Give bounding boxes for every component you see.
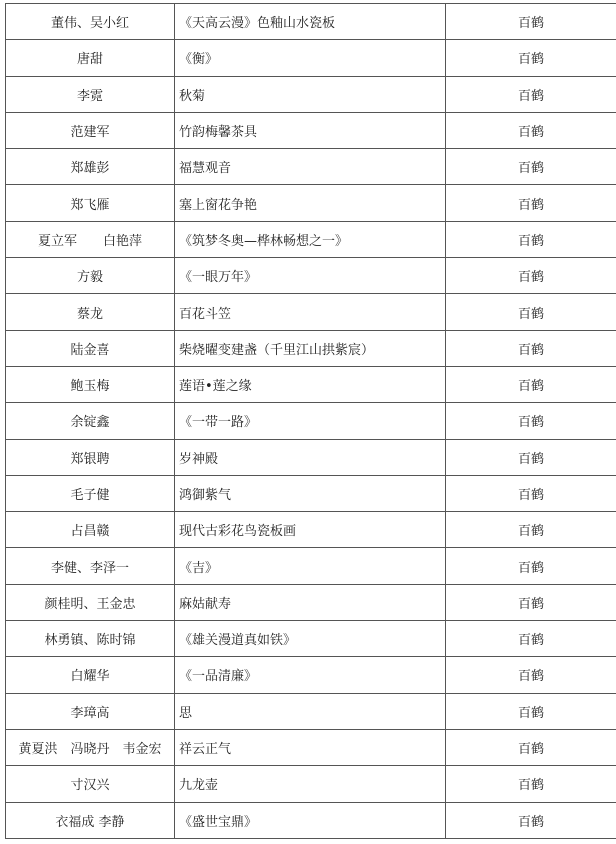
table-row bbox=[6, 584, 616, 620]
work-cell: 思 bbox=[175, 693, 446, 729]
author-cell: 蔡龙 bbox=[6, 294, 175, 330]
work-cell: 柴烧曜变建盏（千里江山拱紫宸） bbox=[175, 330, 446, 366]
award-cell: 百鹤 bbox=[446, 76, 616, 112]
award-cell: 百鹤 bbox=[446, 112, 616, 148]
award-cell: 百鹤 bbox=[446, 584, 616, 620]
author-cell: 鲍玉梅 bbox=[6, 366, 175, 402]
table-row bbox=[6, 512, 616, 548]
award-cell: 百鹤 bbox=[446, 330, 616, 366]
work-cell: 塞上窗花争艳 bbox=[175, 185, 446, 221]
table-row bbox=[6, 802, 616, 838]
table-row bbox=[6, 766, 616, 802]
work-cell: 《一品清廉》 bbox=[175, 657, 446, 693]
work-cell: 《雄关漫道真如铁》 bbox=[175, 621, 446, 657]
award-cell: 百鹤 bbox=[446, 548, 616, 584]
author-cell: 衣福成 李静 bbox=[6, 802, 175, 838]
award-cell: 百鹤 bbox=[446, 439, 616, 475]
work-cell: 秋菊 bbox=[175, 76, 446, 112]
work-cell: 九龙壶 bbox=[175, 766, 446, 802]
award-cell: 百鹤 bbox=[446, 366, 616, 402]
table-row bbox=[6, 112, 616, 148]
work-cell: 莲语•莲之缘 bbox=[175, 366, 446, 402]
table-row bbox=[6, 330, 616, 366]
table-row bbox=[6, 548, 616, 584]
table-row bbox=[6, 621, 616, 657]
award-cell: 百鹤 bbox=[446, 475, 616, 511]
table-row bbox=[6, 149, 616, 185]
author-cell: 郑飞雁 bbox=[6, 185, 175, 221]
author-cell: 方毅 bbox=[6, 258, 175, 294]
work-cell: 《筑梦冬奥—桦林畅想之一》 bbox=[175, 221, 446, 257]
table-row bbox=[6, 439, 616, 475]
work-cell: 《吉》 bbox=[175, 548, 446, 584]
award-cell: 百鹤 bbox=[446, 4, 616, 40]
author-cell: 白耀华 bbox=[6, 657, 175, 693]
award-cell: 百鹤 bbox=[446, 621, 616, 657]
award-cell: 百鹤 bbox=[446, 294, 616, 330]
table-row bbox=[6, 403, 616, 439]
work-cell: 《衡》 bbox=[175, 40, 446, 76]
award-list-table bbox=[5, 3, 616, 839]
author-cell: 占昌赣 bbox=[6, 512, 175, 548]
author-cell: 郑雄彭 bbox=[6, 149, 175, 185]
table-row bbox=[6, 366, 616, 402]
author-cell: 李健、李泽一 bbox=[6, 548, 175, 584]
award-cell: 百鹤 bbox=[446, 149, 616, 185]
table-row bbox=[6, 221, 616, 257]
work-cell: 福慧观音 bbox=[175, 149, 446, 185]
award-cell: 百鹤 bbox=[446, 693, 616, 729]
work-cell: 岁神殿 bbox=[175, 439, 446, 475]
award-cell: 百鹤 bbox=[446, 221, 616, 257]
work-cell: 百花斗笠 bbox=[175, 294, 446, 330]
award-cell: 百鹤 bbox=[446, 512, 616, 548]
award-list-body bbox=[6, 4, 616, 839]
author-cell: 林勇镇、陈时锦 bbox=[6, 621, 175, 657]
author-cell: 黄夏洪 冯晓丹 韦金宏 bbox=[6, 729, 175, 765]
award-cell: 百鹤 bbox=[446, 40, 616, 76]
author-cell: 李霓 bbox=[6, 76, 175, 112]
work-cell: 麻姑献寿 bbox=[175, 584, 446, 620]
table-row bbox=[6, 76, 616, 112]
author-cell: 毛子健 bbox=[6, 475, 175, 511]
table-row bbox=[6, 657, 616, 693]
award-cell: 百鹤 bbox=[446, 766, 616, 802]
table-row bbox=[6, 729, 616, 765]
work-cell: 竹韵梅馨茶具 bbox=[175, 112, 446, 148]
author-cell: 董伟、吴小红 bbox=[6, 4, 175, 40]
work-cell: 鸿御紫气 bbox=[175, 475, 446, 511]
author-cell: 寸汉兴 bbox=[6, 766, 175, 802]
author-cell: 郑银聘 bbox=[6, 439, 175, 475]
author-cell: 余锭鑫 bbox=[6, 403, 175, 439]
table-row bbox=[6, 294, 616, 330]
author-cell: 夏立军 白艳萍 bbox=[6, 221, 175, 257]
author-cell: 唐甜 bbox=[6, 40, 175, 76]
author-cell: 陆金喜 bbox=[6, 330, 175, 366]
award-cell: 百鹤 bbox=[446, 802, 616, 838]
work-cell: 现代古彩花鸟瓷板画 bbox=[175, 512, 446, 548]
author-cell: 范建军 bbox=[6, 112, 175, 148]
work-cell: 祥云正气 bbox=[175, 729, 446, 765]
work-cell: 《一眼万年》 bbox=[175, 258, 446, 294]
table-row bbox=[6, 475, 616, 511]
work-cell: 《一带一路》 bbox=[175, 403, 446, 439]
table-row bbox=[6, 4, 616, 40]
award-cell: 百鹤 bbox=[446, 657, 616, 693]
award-list-table-container bbox=[5, 3, 611, 839]
work-cell: 《盛世宝鼎》 bbox=[175, 802, 446, 838]
award-cell: 百鹤 bbox=[446, 729, 616, 765]
work-cell: 《天高云漫》色釉山水瓷板 bbox=[175, 4, 446, 40]
award-cell: 百鹤 bbox=[446, 258, 616, 294]
author-cell: 李璋高 bbox=[6, 693, 175, 729]
table-row bbox=[6, 185, 616, 221]
table-row bbox=[6, 693, 616, 729]
table-row bbox=[6, 258, 616, 294]
table-row bbox=[6, 40, 616, 76]
award-cell: 百鹤 bbox=[446, 403, 616, 439]
author-cell: 颜桂明、王金忠 bbox=[6, 584, 175, 620]
award-cell: 百鹤 bbox=[446, 185, 616, 221]
